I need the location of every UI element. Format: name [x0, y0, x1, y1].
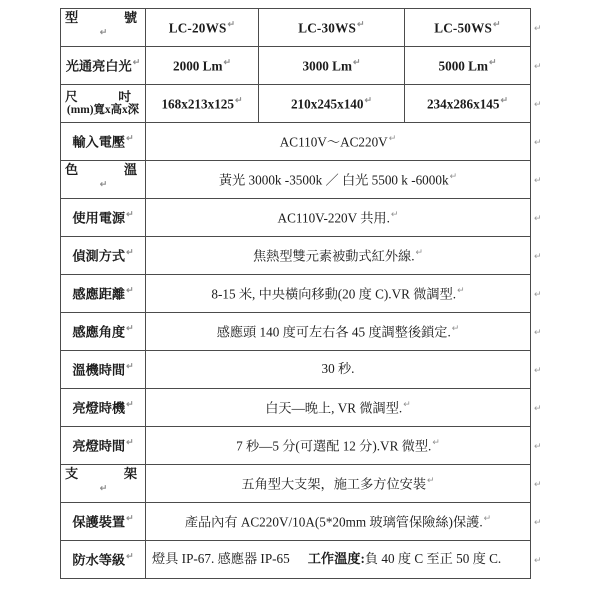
- cell-text: LC-20WS: [168, 19, 227, 35]
- row-label-protection-device: [61, 503, 146, 541]
- cell-text: 8-15 米, 中央橫向移動(20 度 C).VR 微調型.: [211, 285, 457, 301]
- cell-text: 5000 Lm: [438, 57, 488, 73]
- pilcrow-mark: ↵: [449, 170, 458, 181]
- table-row: [61, 47, 531, 85]
- table-row: [61, 237, 531, 275]
- cell-model-lc20ws: [146, 9, 259, 47]
- cell-text: 黃光 3000k -3500k ／ 白光 5500 k -6000k: [218, 171, 449, 187]
- cell-power-supply-value: [146, 199, 531, 237]
- row-label-warmup-time: [61, 351, 146, 389]
- row-label-bracket: [61, 465, 146, 503]
- label-text: 亮燈時間: [72, 437, 126, 453]
- pilcrow-mark: ↵: [126, 284, 134, 295]
- row-label-lighting-timing: [61, 389, 146, 427]
- table-row: [61, 313, 531, 351]
- label-char-1: 型: [65, 10, 79, 26]
- row-label-lighting-duration: [61, 427, 146, 465]
- pilcrow-mark: ↵: [126, 398, 134, 409]
- pilcrow-outside: ↵: [534, 212, 542, 223]
- cell-detection-distance-value: [146, 275, 531, 313]
- label-text: 感應角度: [72, 323, 126, 339]
- pilcrow-mark: ↵: [357, 18, 365, 29]
- pilcrow-outside: ↵: [534, 326, 542, 337]
- pilcrow-mark: ↵: [126, 208, 134, 219]
- cell-text: 產品內有 AC220V/10A(5*20mm 玻璃管保險絲)保護.: [184, 513, 483, 529]
- cell-lumen-lc50ws: [405, 47, 531, 85]
- cell-text: AC110V-220V 共用.: [277, 209, 390, 225]
- label-char-2: 架: [123, 466, 137, 482]
- label-char-1: 色: [65, 162, 79, 178]
- pilcrow-mark: ↵: [451, 322, 460, 333]
- pilcrow-mark: ↵: [488, 56, 497, 67]
- cell-bracket-value: [146, 465, 531, 503]
- cell-model-lc30ws: [259, 9, 405, 47]
- row-label-detection-distance: [61, 275, 146, 313]
- cell-text: 3000 Lm: [302, 57, 352, 73]
- pilcrow-outside: ↵: [534, 364, 542, 375]
- row-label-detection-method: [61, 237, 146, 275]
- pilcrow-mark: ↵: [500, 94, 509, 105]
- cell-text: 感應頭 140 度可左右各 45 度調整後鎖定.: [216, 323, 451, 339]
- label-text: 溫機時間: [72, 361, 126, 377]
- cell-text: 白天—晚上, VR 微調型.: [265, 399, 403, 415]
- pilcrow-mark: ↵: [126, 322, 134, 333]
- pilcrow-mark: ↵: [493, 18, 501, 29]
- pilcrow-outside: ↵: [534, 478, 542, 489]
- label-text: 偵測方式: [72, 247, 126, 263]
- pilcrow-outside: ↵: [534, 136, 542, 147]
- label-text: 防水等級: [72, 551, 126, 567]
- cell-text: 210x245x140: [290, 95, 364, 111]
- table-row: [61, 427, 531, 465]
- pilcrow-outside: ↵: [534, 402, 542, 413]
- cell-lumen-lc30ws: [259, 47, 405, 85]
- row-label-power-supply: [61, 199, 146, 237]
- pilcrow-mark: ↵: [126, 550, 134, 561]
- cell-dimensions-lc20ws: [146, 85, 259, 123]
- pilcrow-outside: ↵: [534, 22, 542, 33]
- pilcrow-mark: ↵: [99, 178, 108, 189]
- cell-text: 2000 Lm: [173, 57, 223, 73]
- pilcrow-outside: ↵: [534, 516, 542, 527]
- pilcrow-mark: ↵: [403, 398, 411, 409]
- row-label-dimensions: [61, 85, 146, 123]
- cell-lumen-lc20ws: [146, 47, 259, 85]
- pilcrow-mark: ↵: [415, 246, 424, 257]
- pilcrow-mark: ↵: [352, 56, 361, 67]
- cell-waterproof-rating-value: [146, 541, 531, 579]
- label-text: 光通亮白光: [65, 57, 132, 73]
- label-text: 使用電源: [72, 209, 126, 225]
- cell-detection-angle-value: [146, 313, 531, 351]
- cell-text: 焦熱型雙元素被動式紅外線.: [252, 247, 415, 263]
- cell-text: 7 秒—5 分(可選配 12 分).VR 微型.: [236, 437, 432, 453]
- row-label-detection-angle: [61, 313, 146, 351]
- cell-text: LC-50WS: [434, 19, 493, 35]
- cell-text: 234x286x145: [426, 95, 500, 111]
- label-dim-char-1: 尺: [65, 89, 78, 104]
- table-body: [61, 9, 531, 579]
- pilcrow-mark: ↵: [432, 436, 440, 447]
- cell-text: 五角型大支架，施工多方位安裝: [241, 475, 427, 491]
- row-label-luminous-flux: [61, 47, 146, 85]
- pilcrow-outside: ↵: [534, 98, 542, 109]
- label-dim-line2: (mm)寬x高x深: [66, 104, 140, 117]
- cell-dimensions-lc30ws: [259, 85, 405, 123]
- table-row: [61, 199, 531, 237]
- cell-text: AC110V～AC220V: [279, 133, 388, 149]
- table-row: [61, 503, 531, 541]
- specification-table: [60, 8, 531, 579]
- waterproof-ip-text: 燈具 IP-67. 感應器 IP-65: [152, 551, 290, 567]
- pilcrow-mark: ↵: [99, 482, 108, 493]
- pilcrow-mark: ↵: [234, 94, 243, 105]
- cell-input-voltage-value: [146, 123, 531, 161]
- table-row: [61, 541, 531, 579]
- pilcrow-outside: ↵: [534, 174, 542, 185]
- pilcrow-mark: ↵: [227, 18, 236, 29]
- pilcrow-mark: ↵: [427, 474, 435, 485]
- cell-text: 168x213x125: [161, 95, 234, 111]
- pilcrow-outside: ↵: [534, 250, 542, 261]
- label-char-1: 支: [65, 466, 79, 482]
- row-label-model: [61, 9, 146, 47]
- cell-text: LC-30WS: [298, 19, 357, 35]
- cell-text: 30 秒.: [321, 361, 355, 377]
- cell-model-lc50ws: [405, 9, 531, 47]
- label-dim-char-2: 吋: [118, 89, 131, 104]
- operating-temperature-value: 負 40 度 C 至正 50 度 C.: [364, 551, 502, 567]
- pilcrow-mark: ↵: [132, 56, 141, 67]
- row-label-input-voltage: [61, 123, 146, 161]
- row-label-color-temperature: [61, 161, 146, 199]
- table-row: [61, 85, 531, 123]
- pilcrow-mark: ↵: [223, 56, 231, 67]
- pilcrow-mark: ↵: [388, 132, 397, 143]
- label-char-2: 號: [123, 10, 137, 26]
- cell-lighting-duration-value: [146, 427, 531, 465]
- table-row: [61, 389, 531, 427]
- cell-warmup-time-value: [146, 351, 531, 389]
- table-row: [61, 465, 531, 503]
- pilcrow-mark: ↵: [126, 132, 134, 143]
- pilcrow-mark: ↵: [364, 94, 373, 105]
- label-text: 輸入電壓: [72, 133, 126, 149]
- pilcrow-outside: ↵: [534, 440, 542, 451]
- cell-lighting-timing-value: [146, 389, 531, 427]
- pilcrow-mark: ↵: [99, 26, 108, 37]
- pilcrow-mark: ↵: [457, 284, 465, 295]
- row-label-waterproof-rating: [61, 541, 146, 579]
- operating-temperature-label: 工作溫度:: [307, 551, 365, 567]
- cell-dimensions-lc50ws: [405, 85, 531, 123]
- cell-color-temperature-value: [146, 161, 531, 199]
- label-text: 保護裝置: [72, 513, 126, 529]
- table-row: [61, 9, 531, 47]
- label-char-2: 溫: [123, 162, 137, 178]
- cell-protection-device-value: [146, 503, 531, 541]
- pilcrow-mark: ↵: [390, 208, 399, 219]
- pilcrow-outside: ↵: [534, 60, 542, 71]
- table-row: [61, 123, 531, 161]
- label-text: 亮燈時機: [72, 399, 126, 415]
- pilcrow-outside: ↵: [534, 554, 542, 565]
- pilcrow-mark: ↵: [126, 246, 134, 257]
- pilcrow-mark: ↵: [126, 436, 134, 447]
- table-row: [61, 161, 531, 199]
- pilcrow-mark: ↵: [126, 360, 134, 371]
- table-row: [61, 275, 531, 313]
- pilcrow-outside: ↵: [534, 288, 542, 299]
- table-row: [61, 351, 531, 389]
- cell-detection-method-value: [146, 237, 531, 275]
- pilcrow-mark: ↵: [126, 512, 134, 523]
- label-text: 感應距離: [72, 285, 126, 301]
- spec-table-container: [60, 8, 530, 579]
- pilcrow-mark: ↵: [483, 512, 492, 523]
